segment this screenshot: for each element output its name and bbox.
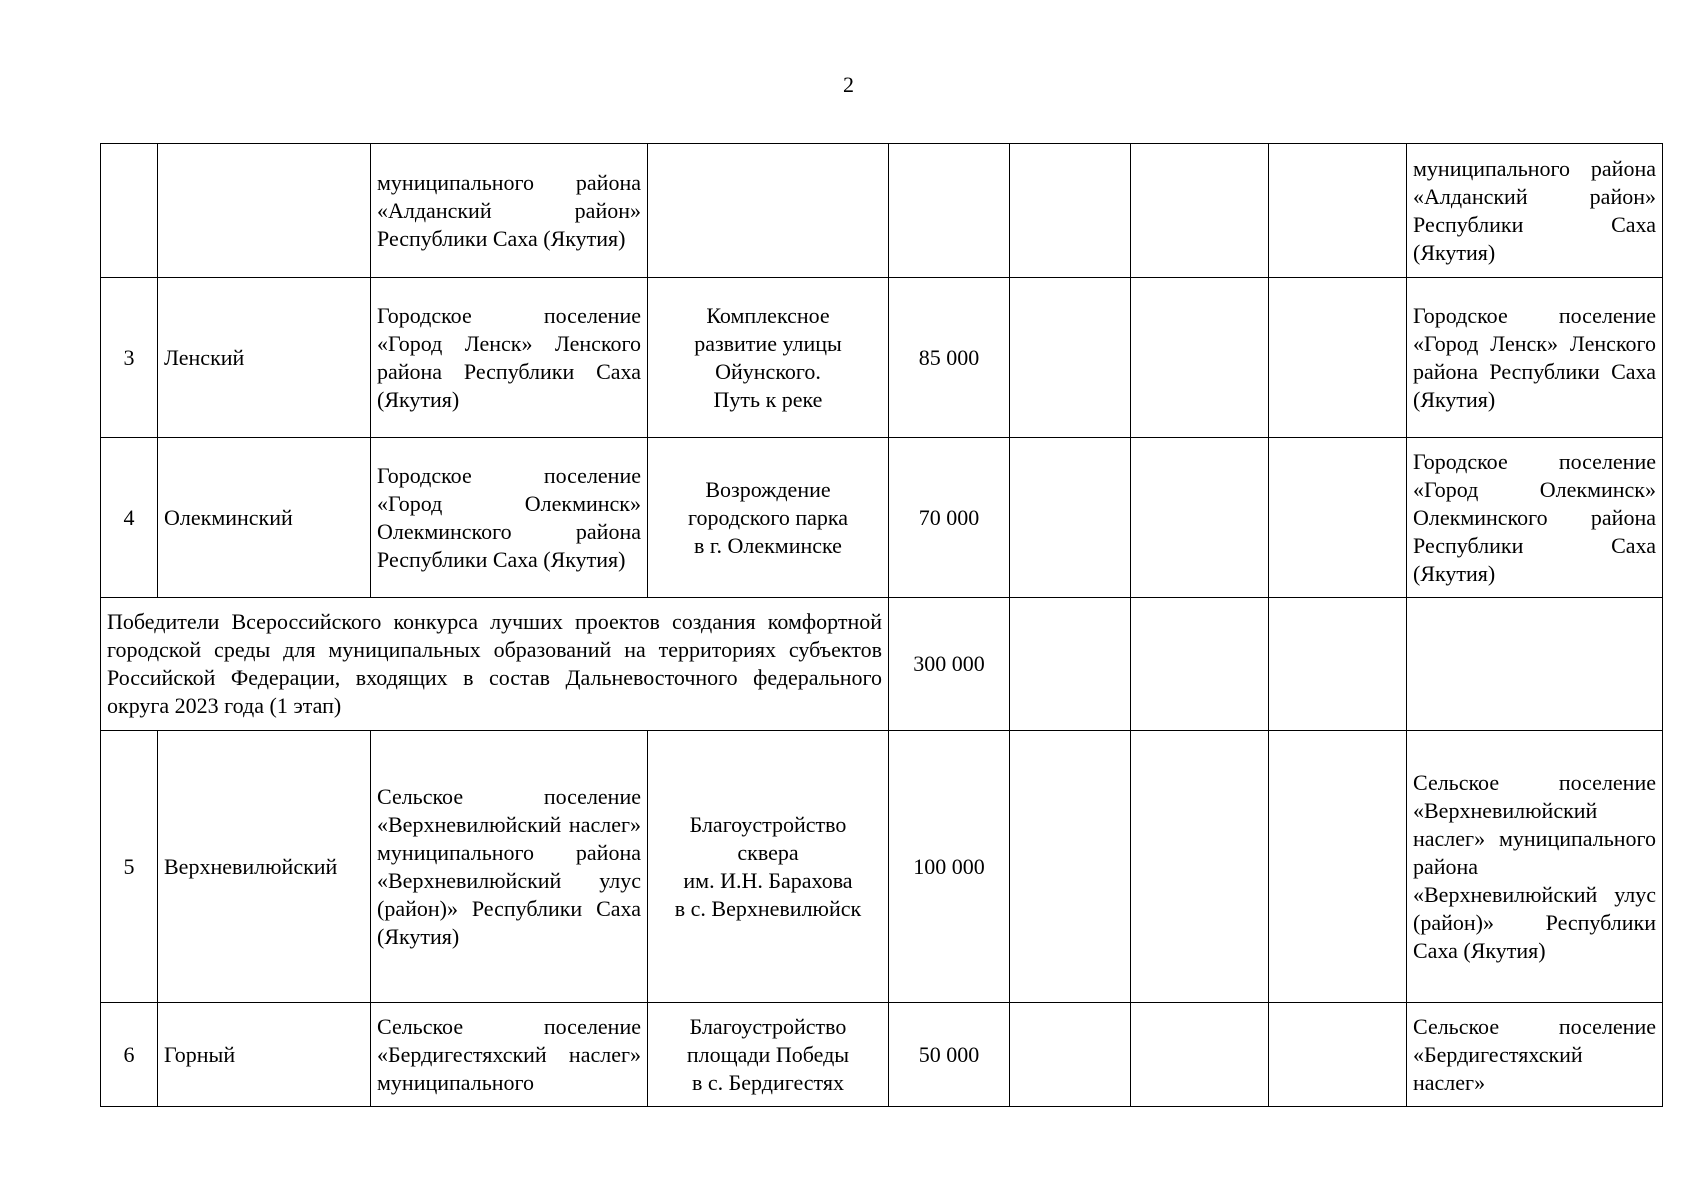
cell-amount <box>889 144 1010 278</box>
cell-empty <box>1269 731 1407 1003</box>
cell-empty <box>1010 731 1131 1003</box>
cell-amount: 50 000 <box>889 1003 1010 1107</box>
cell-empty <box>1407 598 1663 731</box>
cell-empty <box>1131 598 1269 731</box>
cell-num <box>101 144 158 278</box>
cell-settlement: муниципального района «Алданский район» Республики Саха (Якутия) <box>371 144 648 278</box>
cell-recipient: Городское поселение «Город Ленск» Ленского района Республики Саха (Якутия) <box>1407 278 1663 438</box>
cell-empty <box>1131 438 1269 598</box>
cell-recipient: Сельское поселение «Верхневилюйский наслег» муниципального района «Верхневилюйский улус (район)» Республики Саха (Якутия) <box>1407 731 1663 1003</box>
project-line: Ойунского. <box>715 358 821 384</box>
table-row-continuation <box>101 144 1663 278</box>
project-line: городского парка <box>687 504 848 530</box>
cell-num: 6 <box>101 1003 158 1107</box>
allocation-table <box>100 143 1663 1107</box>
project-line: развитие улицы <box>694 330 842 356</box>
cell-district: Горный <box>158 1003 371 1107</box>
page-number: 2 <box>843 72 854 97</box>
cell-empty <box>1010 1003 1131 1107</box>
cell-district: Ленский <box>158 278 371 438</box>
project-line: Возрождение <box>705 476 831 502</box>
project-line: площади Победы <box>686 1041 850 1067</box>
cell-empty <box>1269 278 1407 438</box>
cell-empty <box>1010 278 1131 438</box>
cell-empty <box>1269 438 1407 598</box>
cell-empty <box>1131 144 1269 278</box>
section-title: Победители Всероссийского конкурса лучших проектов создания комфортной городской среды для муниципальных образований на территориях субъектов Российской Федерации, входящих в состав Дальневосточного федерального округа 2023 года (1 этап) <box>101 598 889 731</box>
project-line: в г. Олекминске <box>694 532 842 558</box>
cell-num: 5 <box>101 731 158 1003</box>
project-line: сквера <box>737 839 799 865</box>
project-line: Благоустройство <box>689 1013 847 1039</box>
cell-empty <box>1269 1003 1407 1107</box>
cell-empty <box>1010 144 1131 278</box>
project-line: Путь к реке <box>713 386 823 412</box>
cell-settlement: Городское поселение «Город Олекминск» Олекминского района Республики Саха (Якутия) <box>371 438 648 598</box>
cell-project <box>648 144 889 278</box>
project-line: Комплексное <box>706 302 830 328</box>
cell-empty <box>1131 1003 1269 1107</box>
project-line: в с. Верхневилюйск <box>674 895 862 921</box>
cell-settlement: Городское поселение «Город Ленск» Ленского района Республики Саха (Якутия) <box>371 278 648 438</box>
cell-project <box>648 731 889 1003</box>
project-line: им. И.Н. Барахова <box>683 867 853 893</box>
table-row <box>101 731 1663 1003</box>
cell-project <box>648 438 889 598</box>
cell-num: 3 <box>101 278 158 438</box>
table-row <box>101 278 1663 438</box>
table-row <box>101 1003 1663 1107</box>
cell-project <box>648 278 889 438</box>
cell-amount: 85 000 <box>889 278 1010 438</box>
cell-empty <box>1269 144 1407 278</box>
cell-recipient: Сельское поселение «Бердигестяхский наслег» <box>1407 1003 1663 1107</box>
project-line: Благоустройство <box>689 811 847 837</box>
cell-amount: 100 000 <box>889 731 1010 1003</box>
cell-empty <box>1131 278 1269 438</box>
cell-settlement: Сельское поселение «Верхневилюйский наслег» муниципального района «Верхневилюйский улус (район)» Республики Саха (Якутия) <box>371 731 648 1003</box>
cell-district: Верхневилюйский <box>158 731 371 1003</box>
section-amount: 300 000 <box>889 598 1010 731</box>
cell-empty <box>1010 438 1131 598</box>
table-row <box>101 438 1663 598</box>
cell-project <box>648 1003 889 1107</box>
section-row <box>101 598 1663 731</box>
cell-empty <box>1010 598 1131 731</box>
cell-district: Олекминский <box>158 438 371 598</box>
cell-num: 4 <box>101 438 158 598</box>
project-line: в с. Бердигестях <box>692 1069 844 1095</box>
cell-empty <box>1131 731 1269 1003</box>
cell-settlement: Сельское поселение «Бердигестяхский наслег» муниципального <box>371 1003 648 1107</box>
cell-recipient: муниципального района «Алданский район» Республики Саха (Якутия) <box>1407 144 1663 278</box>
cell-amount: 70 000 <box>889 438 1010 598</box>
cell-district <box>158 144 371 278</box>
cell-empty <box>1269 598 1407 731</box>
cell-recipient: Городское поселение «Город Олекминск» Олекминского района Республики Саха (Якутия) <box>1407 438 1663 598</box>
